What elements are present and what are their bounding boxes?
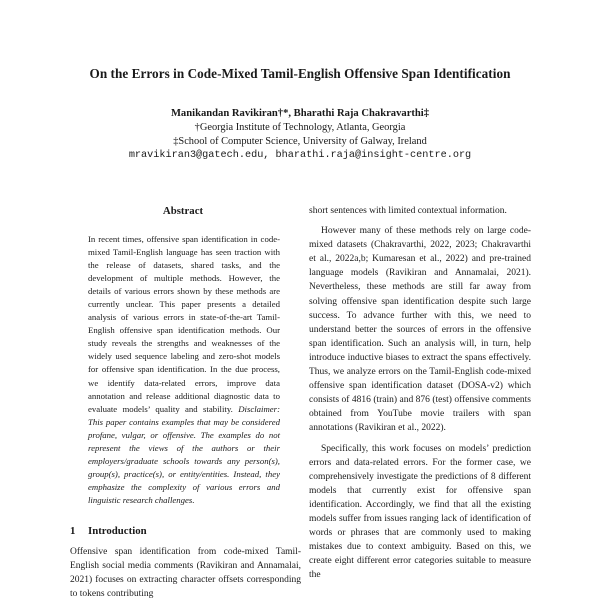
- abstract-heading: Abstract: [162, 205, 204, 217]
- author-emails: mravikiran3@gatech.edu, bharathi.raja@insight-centre.org: [128, 150, 472, 161]
- paragraph-continued: short sentences with limited contextual information.: [309, 206, 507, 216]
- paragraph-datasets: However many of these methods rely on large code-mixed datasets (Chakravarthi, 2022, 2023; Chakravarthi et al., 2022a,b; Kumaresan et al., 2022) and pre-trained language models (Ravikiran and Annamalai, 2021). Nevertheless, these methods are still far away from solving offensive span identification despite such large success. To advance further with this, we need to understand better the sources of errors in the offensive span identification. Such an analysis will, in turn, help introduce inductive biases to extract the spans effectively. Thus, we analyze errors on the Tamil-English code-mixed offensive span identification dataset (DOSA-v2) which consists of 4816 (train) and 876 (test) offensive comments obtained from YouTube movie trailers with span annotations (Ravikiran et al., 2022).: [309, 226, 531, 434]
- right-column: [309, 204, 531, 582]
- section-number: 1: [70, 525, 76, 537]
- introduction-paragraph: Offensive span identification from code-mixed Tamil-English social media comments (Ravikiran and Annamalai, 2021) focuses on extracting character offsets corresponding to tokens contributing: [70, 547, 301, 600]
- paper-title: On the Errors in Code-Mixed Tamil-English Offensive Span Identification: [89, 66, 511, 81]
- affiliation-1: †Georgia Institute of Technology, Atlanta, Georgia: [194, 122, 406, 133]
- paragraph-focus: Specifically, this work focuses on models’ prediction errors and data-related errors. For the former case, we comprehensively investigate the predictions of 8 different models that currently exist for offensive span identification. Accordingly, we find that all the existing models suffer from issues ranging lack of identification of words or phrases that are commonly used to making mistakes due to context ambiguity. Based on this, we create eight different error categories suitable to measure the: [309, 443, 531, 581]
- affiliation-2: ‡School of Computer Science, University of Galway, Ireland: [173, 136, 427, 147]
- author-list: Manikandan Ravikiran†*, Bharathi Raja Chakravarthi‡: [170, 108, 430, 119]
- abstract-disclaimer: Disclaimer: This paper contains examples that may be considered profane, vulgar, or offensive. The examples do not represent the views of the authors or their employers/graduate schools towards any person(s), group(s), practice(s), or entity/entities. Instead, they emphasize the complexity of various errors and linguistic research challenges.: [88, 403, 281, 505]
- section-title: Introduction: [88, 525, 147, 537]
- abstract-text: In recent times, offensive span identification in code-mixed Tamil-English language has seen traction with the release of datasets, shared tasks, and the development of multiple methods. However, the details of various errors shown by these methods are currently unclear. This paper presents a detailed analysis of various errors in state-of-the-art Tamil-English offensive span identification methods. Our study reveals the strengths and weaknesses of the widely used sequence labeling and zero-shot models for offensive span identification. In the due process, we identify data-related errors, improve data annotation and release additional diagnostic data to evaluate models’ quality and stability.: [88, 234, 280, 414]
- abstract-body: [88, 233, 280, 507]
- section-heading-introduction: [70, 525, 300, 537]
